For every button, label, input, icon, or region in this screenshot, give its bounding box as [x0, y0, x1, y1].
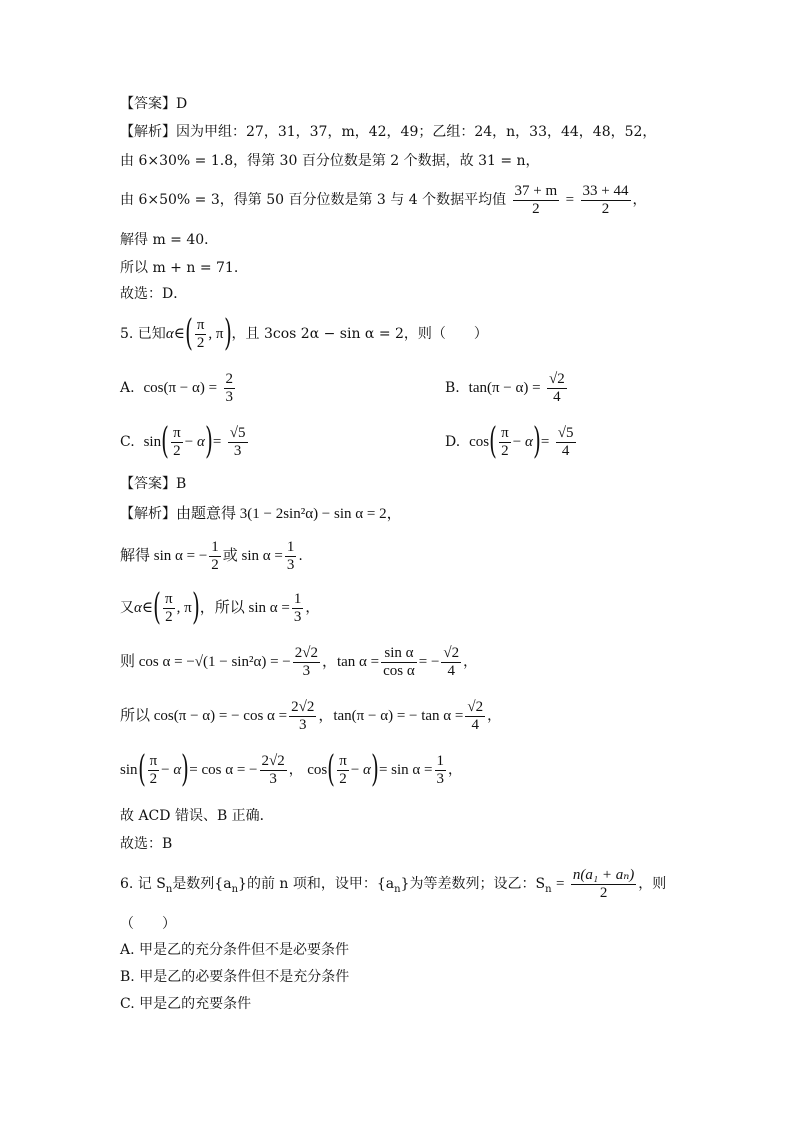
q6-stem: 6. 记 $S_n$是数列$\{a_n\}$的前 n 项和，设甲：$\{a_n\}$为等差数列；设乙：$S_n$ = $\frac{\text{n(a₁ + aₙ)}}{2}$ ，则: [120, 866, 667, 901]
q6-option-a[interactable]: A. 甲是乙的充分条件但不是必要条件: [120, 942, 350, 958]
q4-analysis-line2: 由 6×30% = 1.8，得第 30 百分位数是第 2 个数据，故 31 = n，: [120, 153, 540, 169]
q4-analysis-line6: 故选：D．: [120, 286, 188, 302]
fraction: $\frac{37 + m}{2}$: [514, 182, 558, 217]
q5-answer: 【答案】B: [120, 476, 187, 492]
analysis-text: 因为甲组：27，31，37，m，42，49；乙组：24，n，33，44，48，52，: [176, 124, 657, 140]
q4-analysis-line5: 所以 m + n = 71.: [120, 260, 239, 276]
fraction: $\frac{√2}{4}$: [549, 370, 565, 405]
answer-label: 【答案】: [120, 96, 176, 112]
q5-analysis-line1: 【解析】由题意得 3(1 − 2sin²α) − sin α = 2，: [120, 506, 402, 522]
q4-analysis-line1: [120, 122, 656, 142]
fraction: $\frac{√5}{4}$: [557, 424, 574, 459]
fraction: $\frac{√5}{3}$: [229, 424, 246, 459]
fraction: $\frac{33 + 44}{2}$: [582, 182, 629, 217]
q5-stem: 5. 已知α∈( $\frac{\pi}{2}$ , π)，且 3cos 2α − sin α = 2，则（ ）: [120, 313, 488, 354]
q5-conclusion: 故 ACD 错误、B 正确．: [120, 808, 274, 824]
q5-analysis-line3: 又α∈( $\frac{\pi}{2}$ , π)，所以 sin α = $\frac{1}{3}$ ，: [120, 587, 320, 628]
q6-option-b[interactable]: B. 甲是乙的必要条件但不是充分条件: [120, 969, 350, 985]
answer-value: D: [176, 96, 188, 112]
q4-analysis-line4: 解得 m = 40．: [120, 232, 219, 248]
q5-analysis-line5: 所以 cos(π − α) = − cos α = $\frac{2√2}{3}$ ，tan(π − α) = − tan α = $\frac{√2}{4}$ ，: [120, 698, 502, 733]
q5-analysis-line2: 解得 sin α = − $\frac{1}{2}$ 或 sin α = $\frac{1}{3}$ .: [120, 538, 303, 573]
q5-analysis-line4: 则 cos α = −√(1 − sin²α) = − $\frac{2√2}{3}$ ，tan α = $\frac{\text{sin α}}{\text{cos α}}$ = − $\frac{√2}{4}$ ，: [120, 644, 478, 679]
q5-choice: 故选：B: [120, 836, 173, 852]
q5-option-d[interactable]: D. cos( $\frac{\pi}{2}$ − α)= $\frac{√5}{4}$: [445, 421, 574, 462]
analysis-text: 由 6×50% = 3，得第 50 百分位数是第 3 与 4 个数据平均值: [120, 192, 507, 208]
q5-option-a[interactable]: A. cos(π − α) = $\frac{2}{3}$: [120, 370, 234, 405]
fraction: $\frac{2}{3}$: [225, 370, 234, 405]
q5-option-c[interactable]: C. sin( $\frac{\pi}{2}$ − α)= $\frac{√5}{3}$: [120, 421, 246, 462]
q4-answer: [120, 94, 187, 114]
q6-answer-paren: （ ）: [120, 916, 176, 932]
analysis-label: 【解析】: [120, 124, 176, 140]
fraction: $\frac{\text{n(a₁ + aₙ)}}{2}$: [572, 866, 635, 901]
q5-option-b[interactable]: B. tan(π − α) = $\frac{√2}{4}$: [445, 370, 565, 405]
q6-option-c[interactable]: C. 甲是乙的充要条件: [120, 996, 252, 1012]
q4-analysis-line3: 由 6×50% = 3，得第 50 百分位数是第 3 与 4 个数据平均值 $\frac{37 + m}{2}$ = $\frac{33 + 44}{2}$ ，: [120, 182, 647, 217]
q5-analysis-line6: sin( $\frac{\pi}{2}$ − α)= cos α = − $\frac{2√2}{3}$ ， cos( $\frac{\pi}{2}$ − α)= sin α = $\frac{1}{3}$ ，: [120, 749, 463, 790]
